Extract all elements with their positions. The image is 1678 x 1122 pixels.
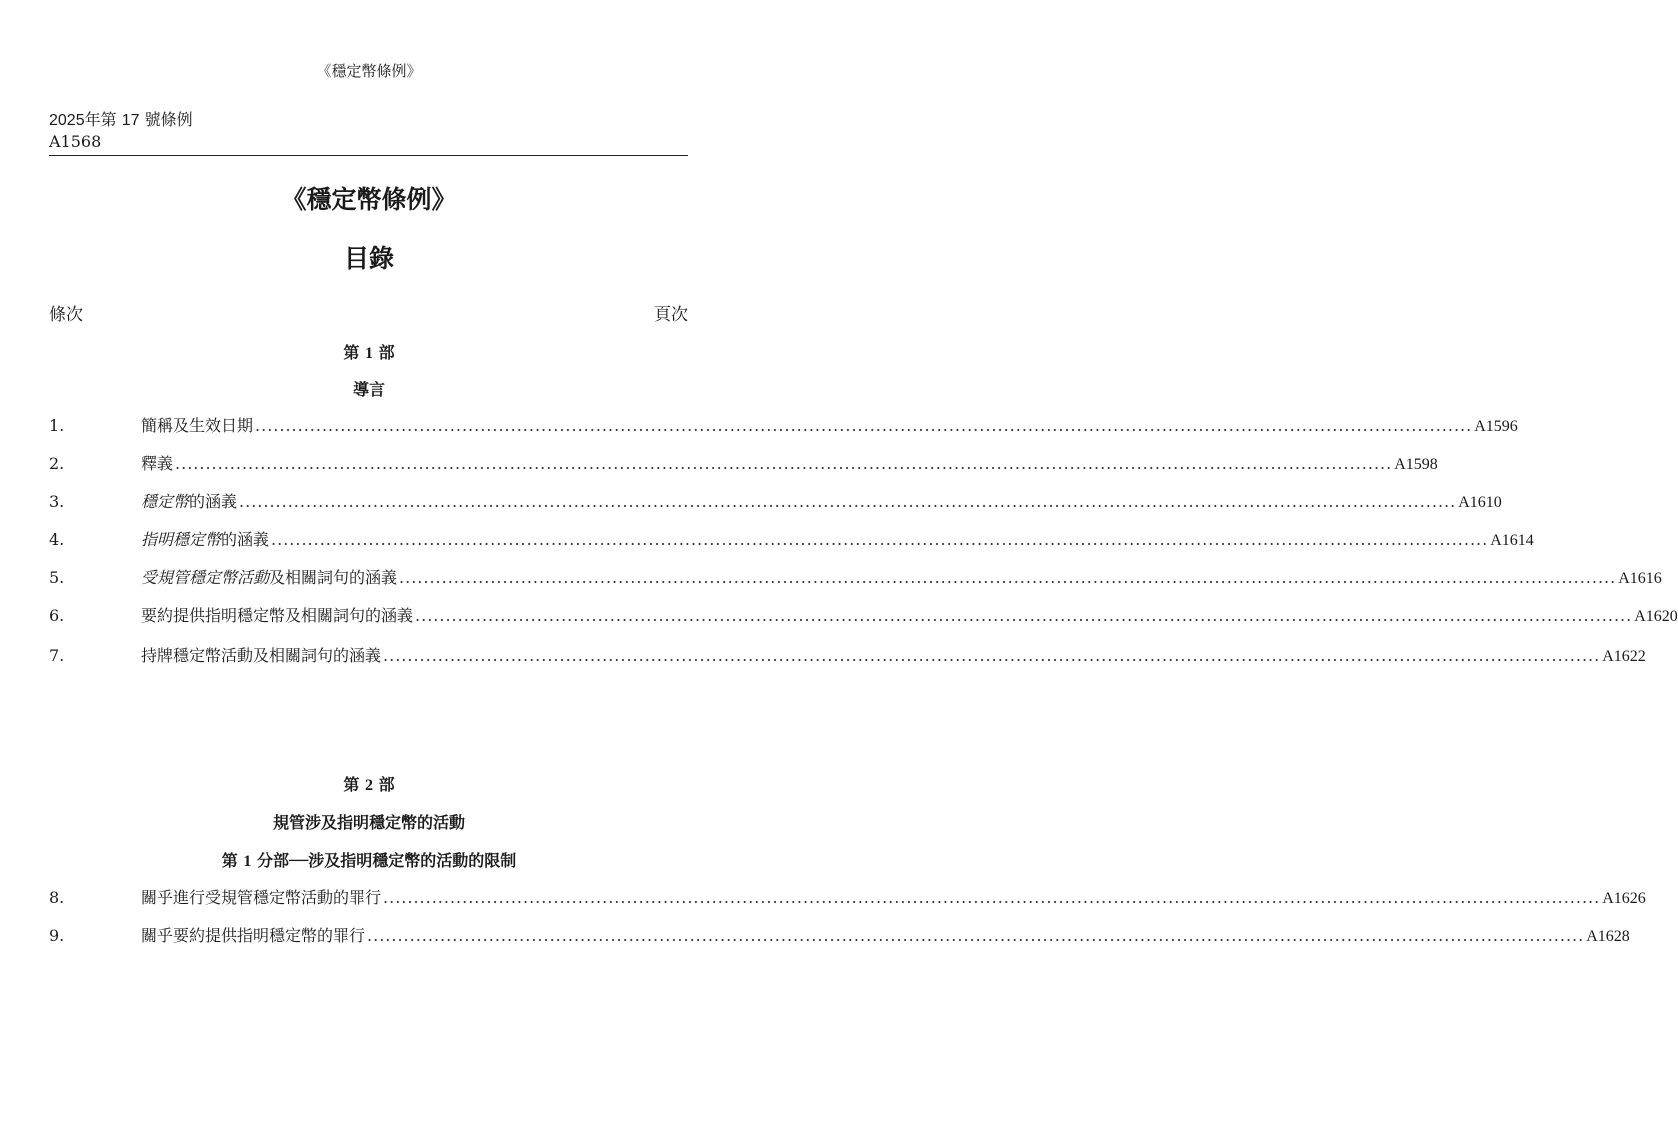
leader-dots: ........................................................................................................................................................................................................: [255, 416, 1473, 435]
toc-entry[interactable]: [49, 491, 1502, 513]
document-title: 《穩定幣條例》: [281, 185, 457, 214]
part-number: 2: [365, 777, 373, 794]
section-number: 1.: [49, 416, 65, 435]
page-number: A1568: [49, 132, 102, 151]
page-ref: A1616: [1618, 570, 1662, 587]
section-title-italic: 受規管穩定幣活動: [141, 568, 270, 587]
leader-dots: ........................................................................................................................................................................................................: [367, 926, 1585, 945]
page-ref: A1622: [1602, 648, 1646, 665]
ordinance-year: 2025: [49, 112, 85, 129]
running-header: 《穩定幣條例》: [316, 62, 422, 80]
page-ref: A1598: [1394, 456, 1438, 473]
part-name: 導言: [352, 380, 385, 399]
division-heading: [0, 848, 738, 871]
section-number: 6.: [49, 606, 65, 625]
section-number: 9.: [49, 926, 65, 945]
ordinance-num-suffix: 號條例: [144, 110, 193, 129]
part-prefix: 第: [343, 343, 360, 362]
toc-entry[interactable]: [49, 645, 1646, 667]
section-number: 3.: [49, 492, 65, 511]
part-number: 1: [365, 345, 373, 362]
part-name: 規管涉及指明穩定幣的活動: [272, 813, 465, 832]
section-title: 持牌穩定幣活動及相關詞句的涵義: [141, 646, 382, 665]
section-title: 的涵義: [221, 530, 270, 549]
toc-entry[interactable]: [49, 887, 1646, 909]
page-ref: A1610: [1458, 494, 1502, 511]
ordinance-num: 17: [121, 112, 140, 129]
page-ref: A1614: [1490, 532, 1534, 549]
section-title: 關乎要約提供指明穩定幣的罪行: [141, 926, 366, 945]
part-prefix: 第: [343, 775, 360, 794]
leader-dots: ........................................................................................................................................................................................................: [383, 888, 1601, 907]
page-ref: A1620: [1634, 608, 1678, 625]
section-number: 2.: [49, 454, 65, 473]
section-title-italic: 指明穩定幣: [141, 530, 222, 549]
ordinance-year-suffix: 年第: [84, 110, 117, 129]
toc-entry[interactable]: [49, 925, 1630, 947]
page-ref: A1628: [1586, 928, 1630, 945]
section-title: 及相關詞句的涵義: [269, 568, 398, 587]
section-number: 8.: [49, 888, 65, 907]
leader-dots: ........................................................................................................................................................................................................: [399, 568, 1617, 587]
ordinance-number: [49, 107, 193, 130]
toc-entry[interactable]: [49, 529, 1534, 551]
leader-dots: ........................................................................................................................................................................................................: [415, 606, 1633, 625]
leader-dots: ........................................................................................................................................................................................................: [271, 530, 1489, 549]
part-heading: [0, 772, 738, 795]
header-divider: [49, 155, 688, 156]
division-suffix: 分部──涉及指明穩定幣的活動的限制: [256, 851, 517, 870]
section-title-italic: 穩定幣: [141, 492, 190, 511]
section-number: 7.: [49, 646, 65, 665]
section-number: 4.: [49, 530, 65, 549]
section-title: 釋義: [141, 454, 174, 473]
leader-dots: ........................................................................................................................................................................................................: [175, 454, 1393, 473]
toc-entry[interactable]: [49, 453, 1438, 475]
division-number: 1: [243, 853, 252, 870]
toc-entry[interactable]: [49, 567, 1662, 589]
part-suffix: 部: [378, 343, 395, 362]
section-column-label: 條次: [49, 305, 83, 325]
page-column-label: 頁次: [654, 305, 688, 325]
toc-title: 目錄: [343, 244, 394, 273]
toc-entry[interactable]: [49, 415, 1518, 437]
toc-entry[interactable]: [49, 605, 1678, 627]
section-title: 關乎進行受規管穩定幣活動的罪行: [141, 888, 382, 907]
leader-dots: ........................................................................................................................................................................................................: [383, 646, 1601, 665]
section-number: 5.: [49, 568, 65, 587]
part-suffix: 部: [378, 775, 395, 794]
leader-dots: ........................................................................................................................................................................................................: [239, 492, 1457, 511]
section-title: 的涵義: [189, 492, 238, 511]
page-ref: A1596: [1474, 418, 1518, 435]
section-title: 簡稱及生效日期: [141, 416, 254, 435]
division-prefix: 第: [221, 851, 238, 870]
part-heading: [0, 340, 738, 363]
section-title: 要約提供指明穩定幣及相關詞句的涵義: [141, 606, 414, 625]
page-ref: A1626: [1602, 890, 1646, 907]
